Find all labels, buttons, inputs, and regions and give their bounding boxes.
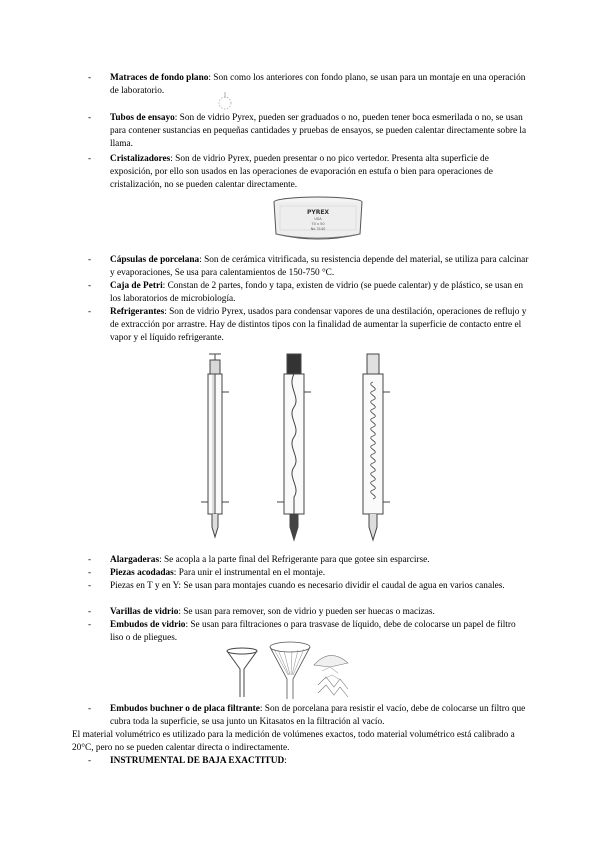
item-text: : Se acopla a la parte final del Refrigerante para que gotee sin esparcirse. [159,555,430,565]
bullet: - [88,281,92,291]
bullet: - [88,555,92,565]
item-text: Piezas en T y en Y: Se usan para montajes cuando es necesario dividir el caudal de agua en varios canales. [110,581,505,591]
list-item [90,567,530,580]
crystallizer-figure [268,194,368,244]
crystallizer-label-line: USA [314,217,322,221]
list-item [90,703,530,729]
item-term: Varillas de vidrio [110,607,179,617]
item-text: : Se usan para filtraciones o para trasvase de líquido, debe de colocarse un papel de filtro liso o de pliegues. [110,620,516,644]
item-text: : Para unir el instrumental en el montaje. [173,568,326,578]
item-text: : Constan de 2 partes, fondo y tapa, existen de vidrio (se puede calentar) y de plástico, se usan en los laboratorios de microbiología. [110,281,524,305]
bullet: - [88,756,92,766]
list-item [90,606,530,619]
condensers-figure [195,352,405,548]
bullet: - [88,307,92,317]
flask-figure [210,90,240,112]
crystallizer-label-line: 70 x 50 [311,222,325,226]
list-item [90,72,530,98]
item-term: Caja de Petri [110,281,163,291]
bullet: - [88,620,92,630]
bullet: - [88,154,92,164]
folded-filter-paper [314,655,348,697]
crystallizer-brand: PYREX [306,209,330,216]
list-item [90,280,530,306]
item-term: Refrigerantes [110,307,165,317]
graham-condenser [363,354,390,540]
item-term: Alargaderas [110,555,160,565]
allihn-condenser [277,354,311,540]
list-item [90,306,530,346]
fluted-filter-funnel [270,642,310,699]
bullet: - [88,704,92,714]
item-term: Embudos buchner o de placa filtrante [110,704,260,714]
item-term: Cápsulas de porcelana [110,255,200,265]
item-term: Matraces de fondo plano [110,73,209,83]
item-term: Piezas acodadas [110,568,174,578]
bullet: - [88,73,92,83]
bullet: - [88,568,92,578]
item-term: INSTRUMENTAL DE BAJA EXACTITUD [110,756,285,766]
item-term: Cristalizadores [110,154,171,164]
list-item [90,112,530,152]
item-text: : Son de vidrio Pyrex, usados para condensar vapores de una destilación, operaciones de reflujo y de extracción por arrastre. Hay de distintos tipos con la finalidad de aumentar la superficie de contacto entre el vapor y el líquido refrigerante. [110,307,527,344]
item-text: : Se usan para remover, son de vidrio y pueden ser huecas o macizas. [178,607,435,617]
item-text: : [284,756,287,766]
bullet: - [88,607,92,617]
bullet: - [88,255,92,265]
item-term: Tubos de ensayo [110,113,175,123]
item-text: : Son como los anteriores con fondo plano, se usan para un montaje en una operación de laboratorio. [110,73,526,97]
list-item [90,580,530,593]
list-item [90,755,530,768]
volumetric-paragraph: El material volumétrico es utilizado para la medición de volúmenes exactos, todo material volumétrico está calibrado a 20°C, pero no se pueden calentar directa o indirectamente. [72,730,515,754]
glass-funnel [227,648,257,697]
item-term: Embudos de vidrio [110,620,186,630]
funnels-figure [222,637,362,703]
crystallizer-label-line: No 3140 [310,227,326,231]
list-item [90,153,530,193]
liebig-condenser [201,354,229,537]
item-text: : Son de cerámica vitrificada, su resistencia depende del material, se utiliza para calcinar y evaporaciones, Se usa para calentamientos de 150-750 °C. [110,255,529,279]
bullet: - [88,113,92,123]
list-item [90,254,530,280]
item-text: : Son de vidrio Pyrex, pueden ser graduados o no, pueden tener boca esmerilada o no, se usan para contener sustancias en pequeñas cantidades y pruebas de ensayos, se pueden calentar directamente sobre la llama. [110,113,527,150]
bullet: - [88,581,92,591]
list-item [90,554,530,567]
item-text: : Son de vidrio Pyrex, pueden presentar o no pico vertedor. Presenta alta superficie de exposición, por ello son usados en las operaciones de evaporación en estufa o bien para operaciones de cristalización, no se pueden calentar directamente. [110,154,493,191]
item-text: : Son de porcelana para resistir el vacío, debe de colocarse un filtro que cubra toda la superficie, se usa junto un Kitasatos en la filtración al vacío. [110,704,526,728]
